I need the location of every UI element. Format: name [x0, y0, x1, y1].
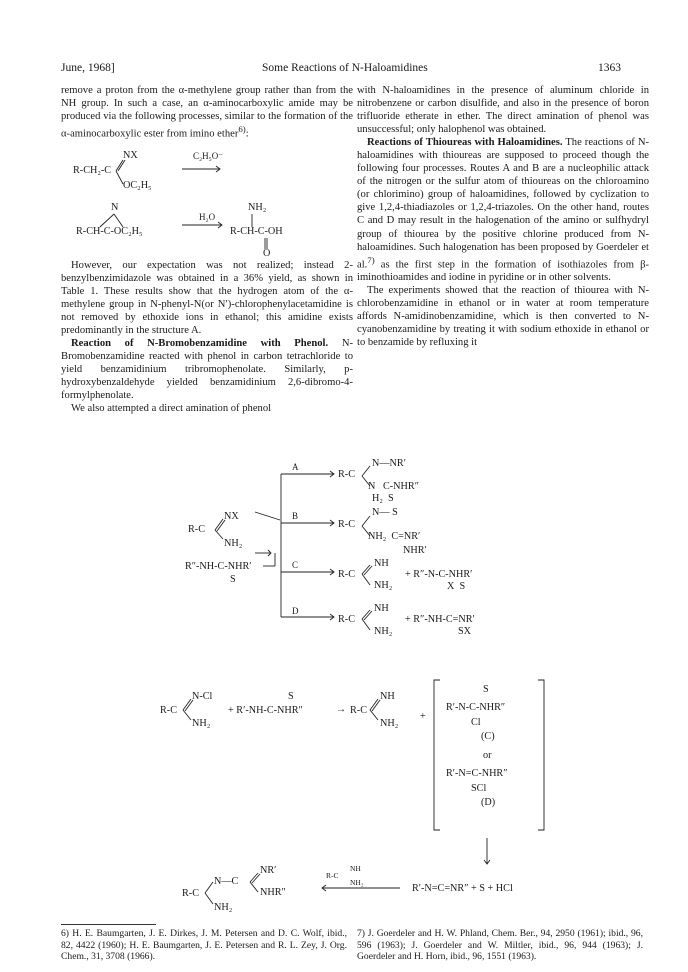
- s3-final-nhr: NHR″: [260, 887, 286, 898]
- s3-over-arrow-nh2: NH₂: [350, 878, 364, 887]
- right-paragraph-1: with N-haloamidines in the presence of aluminum chloride in nitrobenzene or carbon disulfide, and also in the presence of boron trifluoride etherate in ether. The direct amination of phenol was unsuccessful; only halophenol was obtained.: [357, 85, 649, 136]
- route-c-label: C: [292, 560, 299, 570]
- s3-s-top: S: [288, 691, 294, 702]
- route-a-mid: N C-NHR″: [368, 481, 419, 492]
- s3-bracket-s: S: [483, 684, 489, 695]
- s3-final-nr: NR′: [260, 865, 277, 876]
- footnote-6: 6) H. E. Baumgarten, J. E. Dirkes, J. M. Petersen and D. C. Wolf, ibid., 82, 4422 (1960); H. E. Baumgarten, J. E. Petersen and R. L. Zey, J. Org. Chem., 31, 3708 (1966).: [61, 928, 347, 963]
- route-b-rc: R-C: [338, 519, 355, 530]
- s1-left-ester: R-CH-C-OC₂H₅: [76, 226, 143, 237]
- route-a-rc: R-C: [338, 469, 355, 480]
- s1-reagent-ethoxide: C₂H₅O⁻: [193, 151, 224, 161]
- s3-ncl: N-Cl: [192, 691, 213, 702]
- route-b-bottom: NHR′: [403, 545, 427, 556]
- s3-product-nh: NH: [380, 691, 395, 702]
- s3-reactant: + R′-NH-C-NHR″: [228, 705, 303, 716]
- route-c-product: + R″-N-C-NHR′: [405, 569, 473, 580]
- right-paragraph-2: Reactions of Thioureas with Haloamidines. The reactions of N-haloamidines with thioureas are supposed to proceed though the following four processes. Routes A and B are a nucleophilic attack of the nitrogen or the sulfur atom of thioureas on the chloroamino (or chlorimino) group of haloamidines, followed by cyclization to give 1,2,4-thiadiazoles or 1,2,4-triazoles. On the other hand, routes C and D may result in the halogenation of the amino or sulfhydryl group of thiourea by the positive chlorine produced from N-haloamidines. Such halogenation has been proposed by Goerdeler et al.$^{7)}$ as the first step in the formation of isothiazoles from β-iminothioamides and iodine in pyridine or in other solvents.: [357, 137, 650, 284]
- s3-bracket-cl: Cl: [471, 717, 481, 728]
- route-d-product: + R″-NH-C=NR′: [405, 614, 475, 625]
- s3-label-d: (D): [481, 797, 496, 808]
- s1-nh2: NH₂: [248, 202, 267, 213]
- route-a-bottom: H₂ S: [372, 493, 394, 504]
- s1-n: N: [111, 202, 119, 213]
- s1-oc2h5: OC₂H₅: [123, 180, 152, 191]
- route-c-nh2: NH₂: [374, 580, 393, 591]
- s3-or: or: [483, 750, 492, 761]
- s3-bracket-scl: SCl: [471, 783, 487, 794]
- route-b-top: N— S: [372, 507, 398, 518]
- s1-reagent-water: H₂O: [199, 212, 216, 222]
- s3-nh2: NH₂: [192, 718, 211, 729]
- route-d-rc: R-C: [338, 614, 355, 625]
- s1-o: O: [263, 248, 271, 259]
- s3-over-arrow-nh: NH: [350, 864, 361, 873]
- left-paragraph-2: However, our expectation was not realized; instead 2-benzylbenzimidazole was obtained in a 36% yield, as shown in Table 1. These results show that the hydrogen atom of the α-methylene group in N-phenyl-N(or N′)-chlorophenylacetamidine is not removed by ethoxide ions in ethanol; this amidine exists predominantly in the structure A.: [61, 259, 353, 336]
- s1-nx: NX: [123, 150, 138, 161]
- s1-right-acid: R-CH-C-OH: [230, 226, 283, 237]
- s3-label-c: (C): [481, 731, 495, 742]
- s3-byproducts: R′-N=C=NR″ + S + HCl: [412, 883, 513, 894]
- route-c-product-sub: X S: [447, 581, 466, 592]
- s2-start-rc: R-C: [188, 524, 205, 535]
- route-a-label: A: [292, 462, 299, 472]
- route-b-label: B: [292, 511, 299, 521]
- route-d-nh: NH: [374, 603, 389, 614]
- s2-thiourea: R″-NH-C-NHR′: [185, 561, 252, 572]
- s3-bracket-d-structure: R′-N=C-NHR″: [446, 768, 508, 779]
- route-c-nh: NH: [374, 558, 389, 569]
- s2-start-nx: NX: [224, 511, 239, 522]
- right-paragraph-3: The experiments showed that the reaction of thiourea with N-chlorobenzamidine in ethanol or in water at room temperature affords N-amidinobenzamidine, which is then converted to N-cyanobenzamidine by treating it with sodium ethoxide in ethanol or to benzamide by refluxing it: [357, 285, 649, 349]
- left-paragraph-4: We also attempted a direct amination of phenol: [71, 403, 272, 415]
- footnote-7: 7) J. Goerdeler and H. W. Phland, Chem. Ber., 94, 2950 (1961); ibid., 96, 596 (1963); J. Goerdeler and W. Miltler, ibid., 96, 944 (1963); J. Goerdeler and H. Horn, ibid., 96, 1551 (1963).: [357, 928, 643, 963]
- page-number: 1363: [598, 62, 621, 74]
- running-header-title: Some Reactions of N-Haloamidines: [262, 62, 428, 74]
- route-c-rc: R-C: [338, 569, 355, 580]
- s2-start-nh2: NH₂: [224, 538, 243, 549]
- route-d-nh2: NH₂: [374, 626, 393, 637]
- running-header-date: June, 1968]: [61, 62, 115, 74]
- s3-bracket-c-structure: R′-N-C-NHR″: [446, 702, 506, 713]
- s1-rch2c: R-CH₂-C: [73, 165, 112, 176]
- left-paragraph-3: Reaction of N-Bromobenzamidine with Phenol. N-Bromobenzamidine reacted with phenol in carbon tetrachloride to yield benzamidinium tribromophenolate. Similarly, p-hydroxybenzaldehyde yielded benzamidinium 2,6-dibromo-4-formylphenolate.: [61, 338, 353, 402]
- s3-product-rc: R-C: [350, 705, 367, 716]
- s3-arrow: →: [336, 704, 347, 715]
- left-paragraph-1: remove a proton from the α-methylene group rather than from the NH group. In such a case, an α-aminocarboxylic amide may be produced via the following processes, similar to the formation of the α-aminocarboxylic ester from imino ether$^{6)}$:: [61, 85, 353, 140]
- route-a-top: N—NR′: [372, 458, 406, 469]
- s2-thiourea-s: S: [230, 574, 236, 585]
- s3-final-nh2: NH₂: [214, 902, 233, 913]
- s3-over-arrow-rc: R-C: [326, 871, 339, 880]
- s3-rc: R-C: [160, 705, 177, 716]
- s3-final-nc: N—C: [214, 876, 239, 887]
- footnote-rule: [61, 924, 156, 925]
- s3-plus: +: [420, 711, 426, 722]
- route-d-label: D: [292, 606, 299, 616]
- s3-final-rc: R-C: [182, 888, 199, 899]
- route-b-mid: NH₂ C=NR′: [368, 531, 421, 542]
- s3-product-nh2: NH₂: [380, 718, 399, 729]
- route-d-product-sub: SX: [458, 626, 472, 637]
